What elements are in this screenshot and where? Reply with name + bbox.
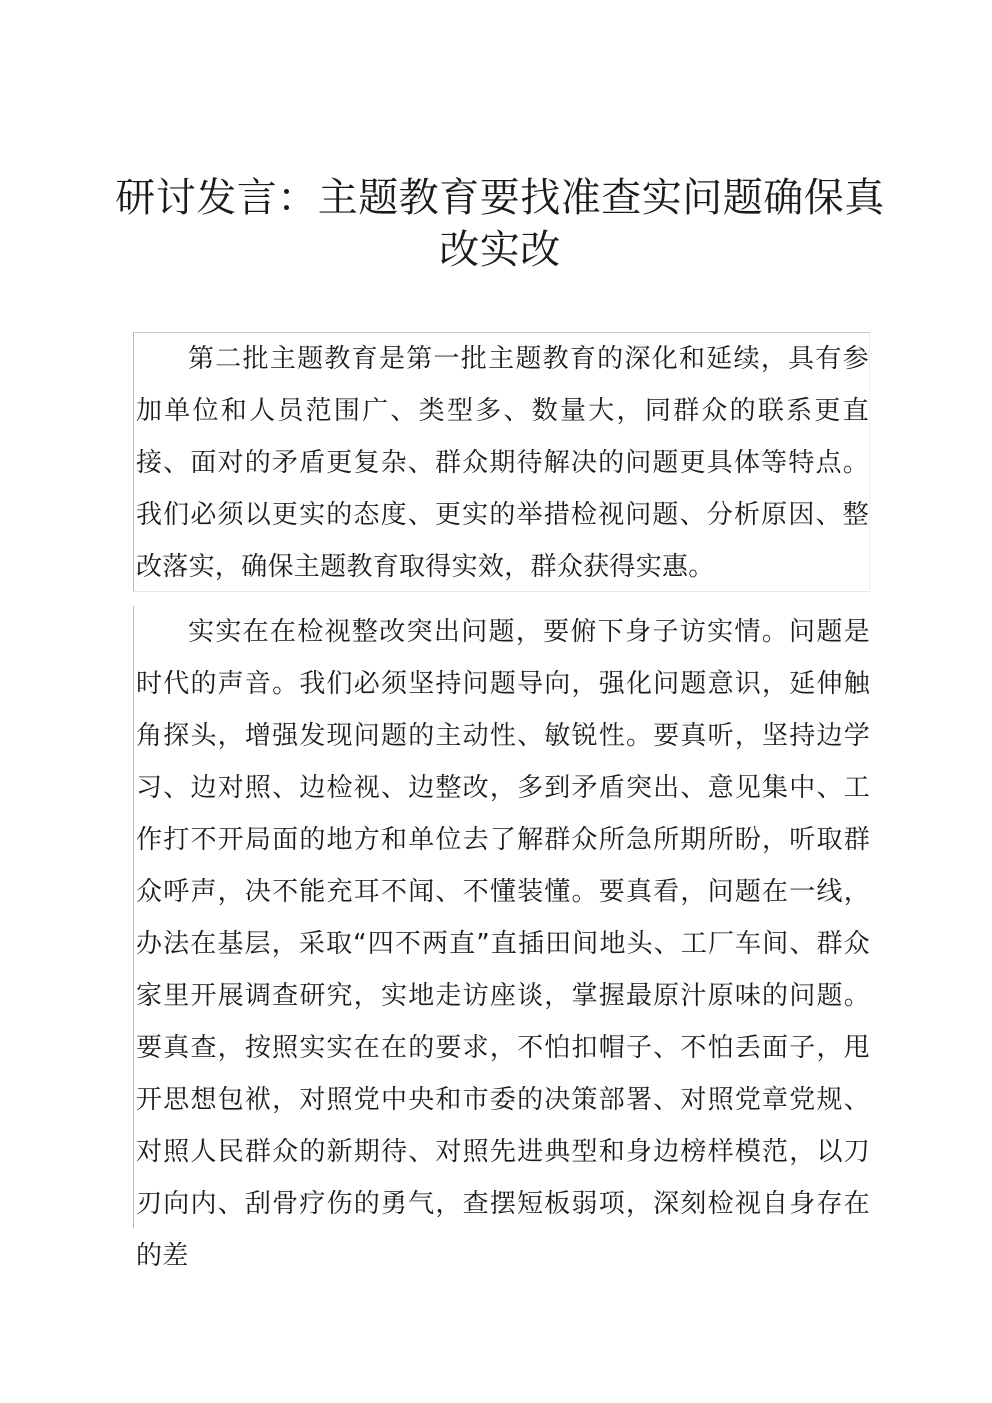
paragraph-2: 实实在在检视整改突出问题，要俯下身子访实情。问题是时代的声音。我们必须坚持问题导向，强化问题意识，延伸触角探头，增强发现问题的主动性、敏锐性。要真听，坚持边学习、边对照、边检视、边整改，多到矛盾突出、意见集中、工作打不开局面的地方和单位去了解群众所急所期所盼，听取群众呼声，决不能充耳不闻、不懂装懂。要真看，问题在一线，办法在基层，采取“四不两直”直插田间地头、工厂车间、群众家里开展调查研究，实地走访座谈，掌握最原汁原味的问题。要真查，按照实实在在的要求，不怕扣帽子、不怕丢面子，甩开思想包袱，对照党中央和市委的决策部署、对照党章党规、对照人民群众的新期待、对照先进典型和身边榜样模范，以刀刃向内、刮骨疗伤的勇气，查摆短板弱项，深刻检视自身存在的差	[133, 606, 870, 1228]
document-title: 研讨发言：主题教育要找准查实问题确保真改实改	[115, 175, 885, 273]
paragraph-1: 第二批主题教育是第一批主题教育的深化和延续，具有参加单位和人员范围广、类型多、数量大，同群众的联系更直接、面对的矛盾更复杂、群众期待解决的问题更具体等特点。我们必须以更实的态度、更实的举措检视问题、分析原因、整改落实，确保主题教育取得实效，群众获得实惠。	[133, 332, 870, 592]
